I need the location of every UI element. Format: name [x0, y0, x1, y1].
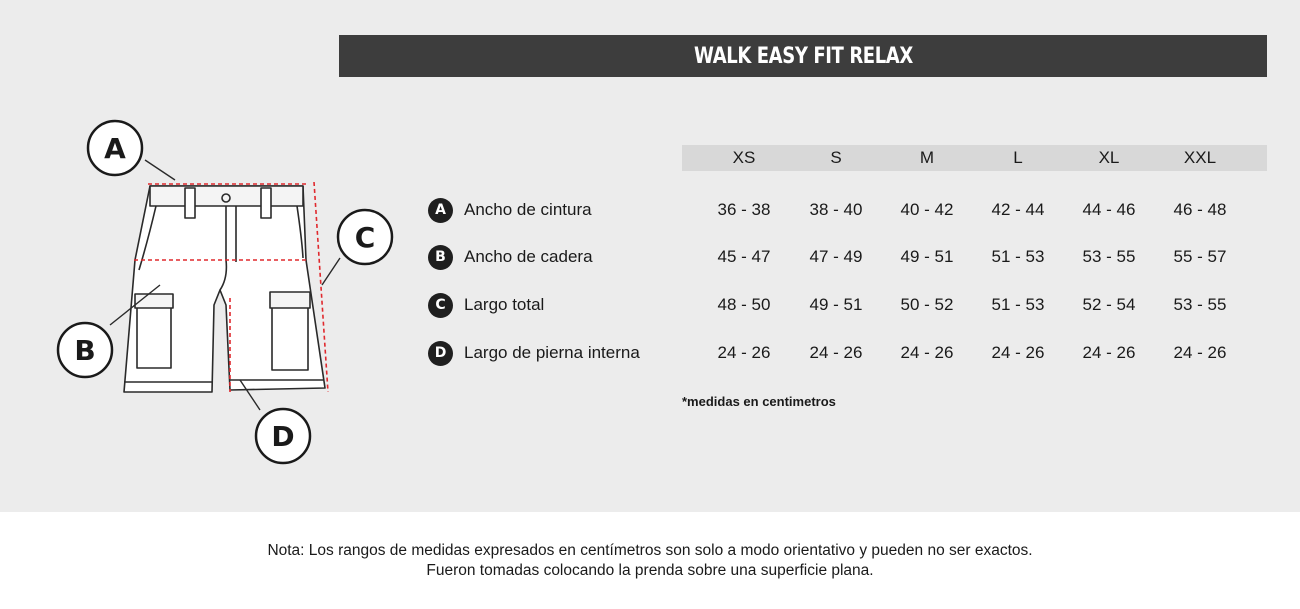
- measure-row-waist: [428, 195, 1268, 225]
- row-value: 44 - 46: [1082, 200, 1136, 219]
- row-value: 24 - 26: [1173, 343, 1227, 362]
- disclaimer-line-1: Nota: Los rangos de medidas expresados en centímetros son solo a modo orientativo y pueden no ser exactos.: [267, 542, 1033, 559]
- size-header-row: [682, 145, 1267, 171]
- measure-row-hip: [428, 242, 1268, 272]
- disclaimer-line-2: Fueron tomadas colocando la prenda sobre una superficie plana.: [426, 562, 874, 579]
- row-value: 55 - 57: [1173, 247, 1227, 266]
- row-value: 49 - 51: [809, 295, 863, 314]
- row-label: Ancho de cadera: [464, 247, 593, 266]
- row-value: 24 - 26: [991, 343, 1045, 362]
- marker-d-letter: D: [271, 420, 295, 453]
- row-badge: C: [428, 293, 453, 318]
- row-value: 45 - 47: [717, 247, 771, 266]
- row-value: 40 - 42: [900, 200, 954, 219]
- size-header-xs: XS: [732, 148, 756, 167]
- row-value: 50 - 52: [900, 295, 954, 314]
- units-footnote: *medidas en centimetros: [682, 394, 836, 409]
- shorts-diagram: [40, 110, 376, 480]
- measure-row-inseam: [428, 338, 1268, 368]
- row-value: 24 - 26: [809, 343, 863, 362]
- row-label: Largo total: [464, 295, 545, 314]
- row-value: 53 - 55: [1082, 247, 1136, 266]
- row-badge: A: [428, 198, 453, 223]
- disclaimer-note: [0, 541, 1300, 581]
- marker-c-letter: C: [354, 221, 376, 254]
- marker-a: [88, 121, 142, 175]
- row-badge: B: [428, 245, 453, 270]
- row-value: 24 - 26: [717, 343, 771, 362]
- size-header-m: M: [919, 148, 935, 167]
- marker-b: [58, 323, 112, 377]
- row-value: 47 - 49: [809, 247, 863, 266]
- row-value: 24 - 26: [1082, 343, 1136, 362]
- chart-title-bar: [339, 35, 1267, 77]
- row-value: 38 - 40: [809, 200, 863, 219]
- marker-a-letter: A: [104, 132, 126, 165]
- row-value: 51 - 53: [991, 247, 1045, 266]
- marker-d: [256, 409, 310, 463]
- row-value: 48 - 50: [717, 295, 771, 314]
- row-badge: D: [428, 341, 453, 366]
- size-header-s: S: [830, 148, 842, 167]
- row-value: 42 - 44: [991, 200, 1045, 219]
- size-header-l: L: [1013, 148, 1023, 167]
- marker-b-letter: B: [74, 334, 96, 367]
- row-value: 52 - 54: [1082, 295, 1136, 314]
- measure-row-total-length: [428, 290, 1268, 320]
- size-header-xl: XL: [1098, 148, 1120, 167]
- row-value: 24 - 26: [900, 343, 954, 362]
- size-header-xxl: XXL: [1183, 148, 1217, 167]
- chart-title: WALK EASY FIT RELAX: [693, 43, 913, 69]
- row-value: 51 - 53: [991, 295, 1045, 314]
- marker-c: [338, 210, 392, 264]
- row-value: 36 - 38: [717, 200, 771, 219]
- row-label: Largo de pierna interna: [464, 343, 640, 362]
- row-value: 49 - 51: [900, 247, 954, 266]
- row-value: 53 - 55: [1173, 295, 1227, 314]
- row-value: 46 - 48: [1173, 200, 1227, 219]
- row-label: Ancho de cintura: [464, 200, 592, 219]
